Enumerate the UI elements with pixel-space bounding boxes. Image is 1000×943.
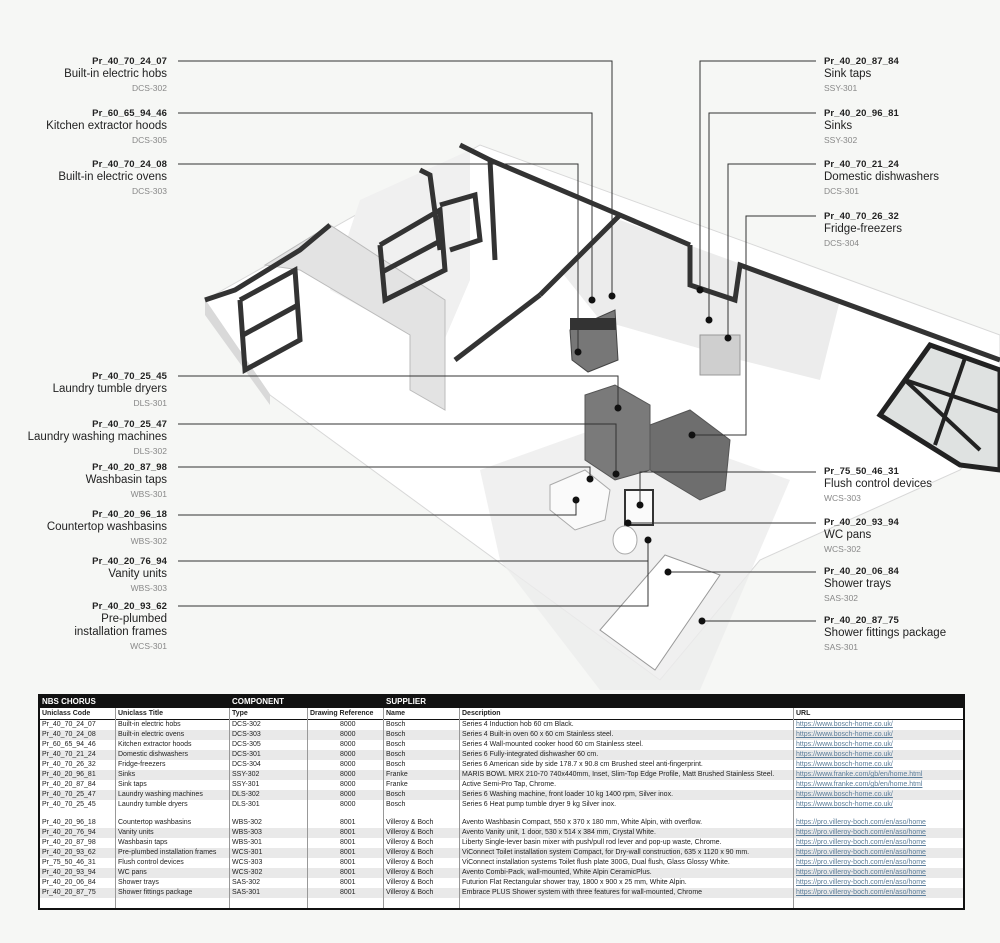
label-title: Flush control devices [824, 477, 933, 490]
label-installation-frames [74, 602, 167, 652]
cell-name: Villeroy & Boch [386, 889, 434, 896]
label-title: Laundry washing machines [27, 430, 167, 443]
label-title: Built-in electric ovens [58, 170, 167, 183]
supplier-link[interactable]: https://pro.villeroy-boch.com/en/aso/home [796, 819, 926, 826]
table-row [40, 878, 963, 888]
cell-code: Pr_40_20_93_62 [42, 849, 96, 856]
cell-code: Pr_40_20_76_94 [42, 829, 96, 836]
label-washing-machines [28, 420, 167, 457]
label-code: Pr_40_70_26_32 [824, 211, 899, 222]
label-title: Sinks [824, 119, 853, 132]
cell-title: Laundry washing machines [118, 791, 203, 798]
cell-type: DCS-305 [232, 741, 261, 748]
cell-drawing: 8000 [340, 761, 356, 768]
cell-name: Bosch [386, 721, 406, 728]
cell-drawing: 8001 [340, 839, 356, 846]
label-ref: DLS-301 [133, 398, 167, 409]
label-ref: WBS-301 [130, 489, 167, 500]
cell-desc: Series 6 Washing machine, front loader 10 kg 1400 rpm, Silver inox. [462, 791, 674, 798]
cell-drawing: 8001 [340, 869, 356, 876]
supplier-link[interactable]: https://www.bosch-home.co.uk/ [796, 791, 893, 798]
cell-name: Franke [386, 771, 408, 778]
label-code: Pr_40_20_93_62 [92, 601, 167, 612]
cell-code: Pr_40_70_25_45 [42, 801, 96, 808]
group-component: COMPONENT [232, 697, 284, 706]
col-uniclass-title: Uniclass Title [118, 710, 164, 717]
cell-drawing: 8000 [340, 791, 356, 798]
cell-type: SSY-301 [232, 781, 260, 788]
cell-type: WBS-303 [232, 829, 262, 836]
cell-title: Fridge-freezers [118, 761, 166, 768]
label-title: Domestic dishwashers [824, 170, 940, 183]
label-extractor-hoods [46, 109, 167, 146]
cell-title: Kitchen extractor hoods [118, 741, 192, 748]
cell-drawing: 8001 [340, 829, 356, 836]
cell-code: Pr_40_20_96_81 [42, 771, 96, 778]
cell-title: Washbasin taps [118, 839, 168, 846]
cell-type: DCS-302 [232, 721, 261, 728]
cell-name: Bosch [386, 791, 406, 798]
cell-code: Pr_40_20_87_84 [42, 781, 96, 788]
cell-name: Bosch [386, 801, 406, 808]
cell-desc: Series 6 Fully-integrated dishwasher 60 cm. [462, 751, 599, 758]
label-code: Pr_75_50_46_31 [824, 466, 899, 477]
table-row [40, 828, 963, 838]
cell-name: Villeroy & Boch [386, 849, 434, 856]
cell-title: Shower trays [118, 879, 159, 886]
table-row [40, 770, 963, 780]
cell-title: Vanity units [118, 829, 154, 836]
col-description: Description [462, 710, 501, 717]
cell-code: Pr_40_70_24_08 [42, 731, 96, 738]
label-code: Pr_40_70_24_08 [92, 159, 167, 170]
supplier-link[interactable]: https://www.franke.com/gb/en/home.html [796, 771, 923, 778]
cell-type: SAS-301 [232, 889, 261, 896]
cell-drawing: 8001 [340, 879, 356, 886]
cell-desc: Liberty Single-lever basin mixer with push/pull rod lever and pop-up waste, Chrome. [462, 839, 722, 846]
cell-title: Domestic dishwashers [118, 751, 189, 758]
cell-desc: Series 4 Wall-mounted cooker hood 60 cm Stainless steel. [462, 741, 644, 748]
label-ref: DCS-303 [132, 186, 167, 197]
cell-drawing: 8001 [340, 859, 356, 866]
supplier-link[interactable]: https://www.bosch-home.co.uk/ [796, 731, 893, 738]
label-code: Pr_40_20_87_98 [92, 462, 167, 473]
label-code: Pr_40_20_87_75 [824, 615, 899, 626]
label-ref: SSY-301 [824, 83, 858, 94]
label-ref: SAS-302 [824, 593, 859, 604]
label-title: Vanity units [108, 567, 167, 580]
label-shower-trays [824, 567, 899, 604]
cell-type: WCS-303 [232, 859, 263, 866]
cell-desc: Embrace PLUS Shower system with three features for wall-mounted, Chrome [462, 889, 703, 896]
label-wc-pans [824, 518, 899, 555]
cell-drawing: 8000 [340, 801, 356, 808]
cell-code: Pr_40_70_24_07 [42, 721, 96, 728]
cell-name: Bosch [386, 751, 406, 758]
cell-code: Pr_40_20_06_84 [42, 879, 96, 886]
cell-title: Countertop washbasins [118, 819, 192, 826]
cell-name: Franke [386, 781, 408, 788]
label-ref: SAS-301 [824, 642, 859, 653]
product-schedule-table [38, 694, 965, 910]
cell-type: DCS-303 [232, 731, 261, 738]
label-code: Pr_40_70_21_24 [824, 159, 899, 170]
cell-type: WCS-302 [232, 869, 263, 876]
label-code: Pr_40_70_25_47 [92, 419, 167, 430]
cell-title: Built-in electric ovens [118, 731, 185, 738]
label-ref: DCS-304 [824, 238, 859, 249]
table-row [40, 868, 963, 878]
label-code: Pr_60_65_94_46 [92, 108, 167, 119]
cell-name: Villeroy & Boch [386, 819, 434, 826]
label-sink-taps [824, 57, 899, 94]
table-row [40, 780, 963, 790]
label-code: Pr_40_20_93_94 [824, 517, 899, 528]
cell-desc: Avento Washbasin Compact, 550 x 370 x 180 mm, White Alpin, with overflow. [462, 819, 703, 826]
supplier-link[interactable]: https://pro.villeroy-boch.com/en/aso/home [796, 889, 926, 896]
col-type: Type [232, 710, 248, 717]
label-countertop-washbasins [47, 510, 167, 547]
col-url: URL [796, 710, 811, 717]
cell-name: Villeroy & Boch [386, 839, 434, 846]
label-code: Pr_40_20_76_94 [92, 556, 167, 567]
cell-code: Pr_60_65_94_46 [42, 741, 96, 748]
label-title: Kitchen extractor hoods [46, 119, 167, 132]
label-code: Pr_40_70_25_45 [92, 371, 167, 382]
cell-desc: Avento Combi-Pack, wall-mounted, White Alpin CeramicPlus. [462, 869, 652, 876]
label-code: Pr_40_20_87_84 [824, 56, 899, 67]
label-code: Pr_40_70_24_07 [92, 56, 167, 67]
cell-code: Pr_40_20_87_98 [42, 839, 96, 846]
label-code: Pr_40_20_96_18 [92, 509, 167, 520]
table-row [40, 818, 963, 828]
cell-drawing: 8000 [340, 721, 356, 728]
table-row [40, 888, 963, 898]
cell-title: Pre-plumbed installation frames [118, 849, 217, 856]
supplier-link[interactable]: https://pro.villeroy-boch.com/en/aso/home [796, 839, 926, 846]
cell-name: Bosch [386, 761, 406, 768]
cell-type: SAS-302 [232, 879, 261, 886]
label-ref: WCS-301 [130, 641, 167, 652]
cell-title: Sinks [118, 771, 136, 778]
label-dishwashers [824, 160, 939, 197]
supplier-link[interactable]: https://www.bosch-home.co.uk/ [796, 801, 893, 808]
label-title: Built-in electric hobs [64, 67, 167, 80]
table-row [40, 838, 963, 848]
table-group-header [40, 696, 963, 708]
label-ref: SSY-302 [824, 135, 858, 146]
supplier-link[interactable]: https://www.franke.com/gb/en/home.html [796, 781, 923, 788]
label-title: Washbasin taps [85, 473, 167, 486]
label-ref: WCS-302 [824, 544, 861, 555]
table-row [40, 760, 963, 770]
cell-type: WCS-301 [232, 849, 263, 856]
label-hobs [64, 57, 167, 94]
label-ovens [58, 160, 167, 197]
cell-name: Villeroy & Boch [386, 829, 434, 836]
cell-drawing: 8000 [340, 751, 356, 758]
table-row [40, 740, 963, 750]
cell-code: Pr_40_20_96_18 [42, 819, 96, 826]
cell-drawing: 8000 [340, 771, 356, 778]
cell-drawing: 8001 [340, 889, 356, 896]
cell-drawing: 8001 [340, 849, 356, 856]
cell-type: DCS-304 [232, 761, 261, 768]
col-uniclass-code: Uniclass Code [42, 710, 91, 717]
col-drawing-reference: Drawing Reference [310, 710, 374, 717]
supplier-link[interactable]: https://www.bosch-home.co.uk/ [796, 761, 893, 768]
cell-title: Flush control devices [118, 859, 184, 866]
label-vanity-units [92, 557, 167, 594]
table-row [40, 730, 963, 740]
cell-title: Sink taps [118, 781, 147, 788]
cell-type: WBS-302 [232, 819, 262, 826]
supplier-link[interactable]: https://pro.villeroy-boch.com/en/aso/home [796, 879, 926, 886]
supplier-link[interactable]: https://pro.villeroy-boch.com/en/aso/home [796, 859, 926, 866]
label-shower-fittings [824, 616, 946, 653]
label-ref: WBS-302 [130, 536, 167, 547]
cell-desc: Avento Vanity unit, 1 door, 530 x 514 x 384 mm, Crystal White. [462, 829, 656, 836]
group-nbs: NBS CHORUS [42, 697, 96, 706]
cell-type: DLS-302 [232, 791, 260, 798]
table-body-kitchen [40, 720, 963, 810]
cell-name: Bosch [386, 741, 406, 748]
cell-title: Shower fittings package [118, 889, 193, 896]
cell-desc: ViConnect Toilet installation system Compact, for Dry-wall construction, 635 x 1120 x 90 mm. [462, 849, 750, 856]
label-sinks [824, 109, 899, 146]
cell-name: Bosch [386, 731, 406, 738]
cell-drawing: 8000 [340, 731, 356, 738]
cell-desc: ViConnect installation systems Toilet flush plate 300G, Dual flush, Glass Glossy White. [462, 859, 730, 866]
label-title: Countertop washbasins [46, 520, 167, 533]
supplier-link[interactable]: https://pro.villeroy-boch.com/en/aso/home [796, 829, 926, 836]
cell-code: Pr_40_20_87_75 [42, 889, 96, 896]
cell-desc: MARIS BOWL MRX 210-70 740x440mm, Inset, Slim-Top Edge Profile, Matt Brushed Stainless Steel. [462, 771, 775, 778]
cell-desc: Active Semi-Pro Tap, Chrome. [462, 781, 557, 788]
label-code: Pr_40_20_96_81 [824, 108, 899, 119]
cell-desc: Series 4 Induction hob 60 cm Black. [462, 721, 574, 728]
cell-name: Villeroy & Boch [386, 859, 434, 866]
cell-desc: Futurion Flat Rectangular shower tray, 1800 x 900 x 25 mm, White Alpin. [462, 879, 687, 886]
cell-name: Villeroy & Boch [386, 879, 434, 886]
table-row [40, 800, 963, 810]
cell-code: Pr_40_70_26_32 [42, 761, 96, 768]
cell-type: WBS-301 [232, 839, 262, 846]
cell-title: WC pans [118, 869, 147, 876]
cell-drawing: 8000 [340, 781, 356, 788]
label-ref: DLS-302 [133, 446, 167, 457]
label-flush-control [824, 467, 932, 504]
table-row [40, 848, 963, 858]
label-title: Shower trays [824, 577, 892, 590]
cell-type: DLS-301 [232, 801, 260, 808]
label-code: Pr_40_20_06_84 [824, 566, 899, 577]
supplier-link[interactable]: https://pro.villeroy-boch.com/en/aso/home [796, 869, 926, 876]
supplier-link[interactable]: https://www.bosch-home.co.uk/ [796, 751, 893, 758]
group-supplier: SUPPLIER [386, 697, 427, 706]
cell-title: Built-in electric hobs [118, 721, 181, 728]
label-title: Laundry tumble dryers [52, 382, 167, 395]
cell-code: Pr_40_20_93_94 [42, 869, 96, 876]
table-column-header [40, 708, 963, 720]
cell-drawing: 8000 [340, 741, 356, 748]
cell-code: Pr_40_70_21_24 [42, 751, 96, 758]
label-title: WC pans [824, 528, 872, 541]
label-ref: DCS-305 [132, 135, 167, 146]
label-washbasin-taps [86, 463, 167, 500]
table-row [40, 720, 963, 730]
table-row [40, 790, 963, 800]
col-name: Name [386, 710, 406, 717]
label-title: Pre-plumbed installation frames [74, 612, 167, 639]
cell-desc: Series 6 Heat pump tumble dryer 9 kg Silver inox. [462, 801, 617, 808]
cell-code: Pr_75_50_46_31 [42, 859, 96, 866]
label-title: Sink taps [824, 67, 872, 80]
label-ref: WCS-303 [824, 493, 861, 504]
supplier-link[interactable]: https://www.bosch-home.co.uk/ [796, 721, 893, 728]
supplier-link[interactable]: https://www.bosch-home.co.uk/ [796, 741, 893, 748]
table-body-bathroom [40, 818, 963, 898]
label-tumble-dryers [53, 372, 167, 409]
label-ref: WBS-303 [130, 583, 167, 594]
cell-type: DCS-301 [232, 751, 261, 758]
cell-code: Pr_40_70_25_47 [42, 791, 96, 798]
cell-name: Villeroy & Boch [386, 869, 434, 876]
label-ref: DCS-301 [824, 186, 859, 197]
table-row [40, 750, 963, 760]
cell-drawing: 8001 [340, 819, 356, 826]
cell-desc: Series 4 Built-in oven 60 x 60 cm Stainless steel. [462, 731, 614, 738]
cell-title: Laundry tumble dryers [118, 801, 188, 808]
table-row [40, 858, 963, 868]
label-title: Fridge-freezers [824, 222, 902, 235]
supplier-link[interactable]: https://pro.villeroy-boch.com/en/aso/home [796, 849, 926, 856]
label-title: Shower fittings package [824, 626, 947, 639]
label-ref: DCS-302 [132, 83, 167, 94]
label-fridge-freezers [824, 212, 902, 249]
cell-desc: Series 6 American side by side 178.7 x 90.8 cm Brushed steel anti-fingerprint. [462, 761, 703, 768]
cell-type: SSY-302 [232, 771, 260, 778]
